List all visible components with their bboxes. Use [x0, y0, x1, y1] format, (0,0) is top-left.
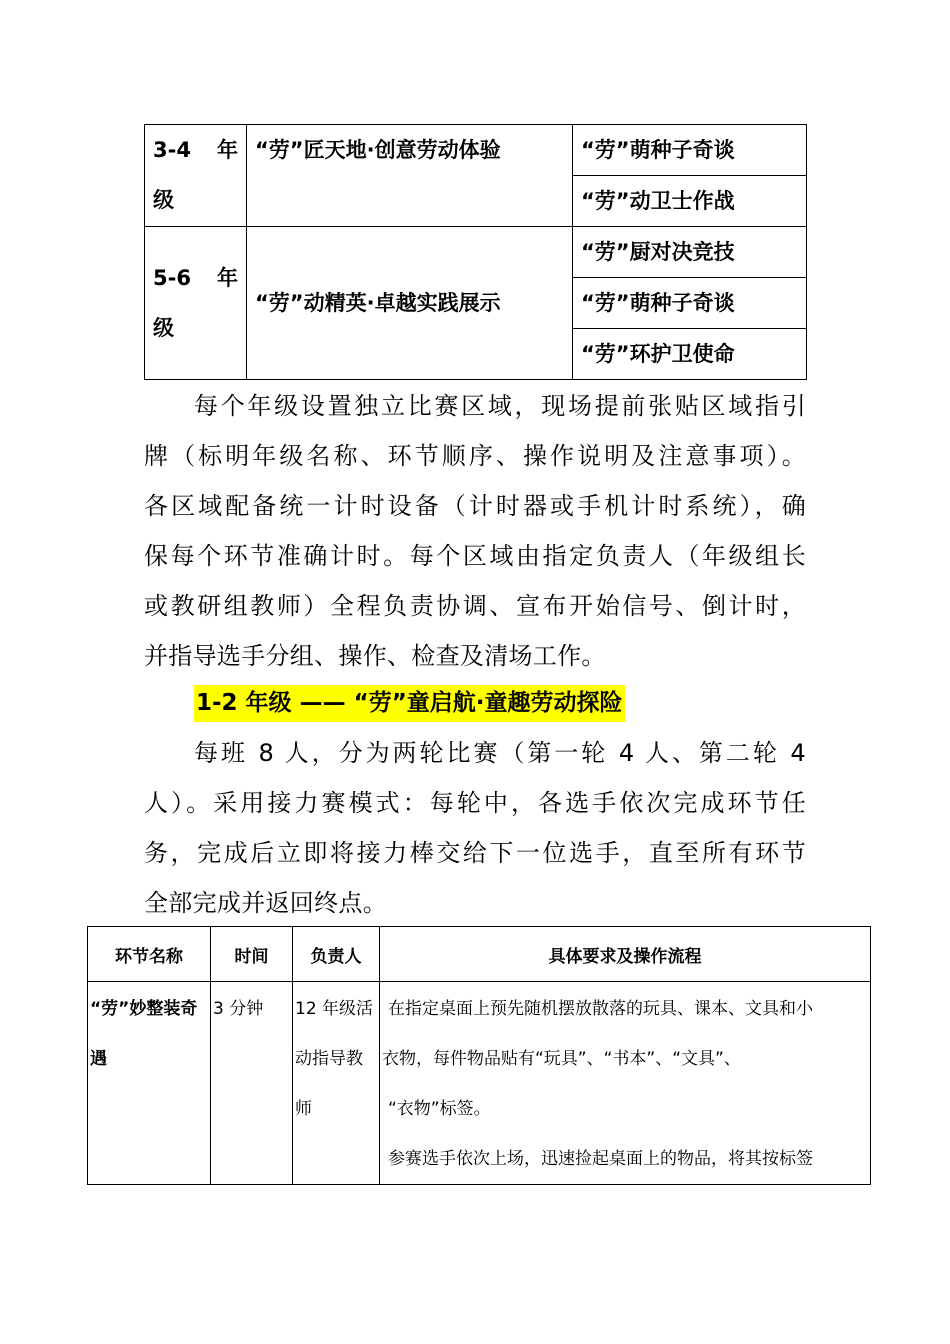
activity-detail-table — [87, 926, 871, 1185]
time-cell: 3 分钟 — [211, 982, 293, 1185]
grade-line2: 级 — [153, 316, 174, 340]
text-line: 全部完成并返回终点。 — [144, 889, 387, 917]
text-line: 或教研组教师）全程负责协调、宣布开始信号、倒计时， — [144, 592, 806, 620]
grade-suffix: 年 — [217, 138, 238, 162]
detail-line: “衣物”标签。 — [388, 1099, 491, 1119]
grade-activity-table — [144, 124, 807, 380]
text-line: 并指导选手分组、操作、检查及清场工作。 — [144, 642, 606, 670]
column-header: 环节名称 — [88, 927, 211, 982]
text-line: 务，完成后立即将接力棒交给下一位选手，直至所有环节 — [144, 839, 806, 867]
grade-cell — [145, 125, 247, 227]
grade-number: 3-4 — [153, 138, 191, 162]
text-line: 各区域配备统一计时设备（计时器或手机计时系统），确 — [144, 492, 806, 520]
theme-cell: “劳”动精英·卓越实践展示 — [247, 227, 573, 380]
owner-cell: 12 年级活动指导教师 — [293, 982, 380, 1185]
activity-cell: “劳”厨对决竞技 — [573, 227, 807, 278]
section-heading: 1-2 年级 —— “劳”童启航·童趣劳动探险 — [194, 685, 625, 722]
detail-cell — [380, 982, 871, 1185]
table-row — [145, 125, 807, 176]
text-line: 牌（标明年级名称、环节顺序、操作说明及注意事项）。 — [144, 442, 806, 470]
rules-paragraph — [144, 728, 806, 928]
activity-cell: “劳”萌种子奇谈 — [573, 125, 807, 176]
activity-cell: “劳”萌种子奇谈 — [573, 278, 807, 329]
grade-number: 5-6 — [153, 266, 191, 290]
table-row — [88, 982, 871, 1185]
text-line: 人）。采用接力赛模式：每轮中，各选手依次完成环节任 — [144, 789, 806, 817]
activity-name-cell: “劳”妙整装奇遇 — [88, 982, 211, 1185]
activity-cell: “劳”环护卫使命 — [573, 329, 807, 380]
detail-line: 在指定桌面上预先随机摆放散落的玩具、课本、文具和小 — [388, 999, 813, 1019]
text-line: 每个年级设置独立比赛区域，现场提前张贴区域指引 — [194, 392, 806, 420]
theme-cell: “劳”匠天地·创意劳动体验 — [247, 125, 573, 227]
column-header: 具体要求及操作流程 — [380, 927, 871, 982]
detail-line: 衣物，每件物品贴有“玩具”、“书本”、“文具”、 — [382, 1049, 741, 1069]
grade-cell — [145, 227, 247, 380]
zone-setup-paragraph — [144, 381, 806, 681]
activity-cell: “劳”动卫士作战 — [573, 176, 807, 227]
table-row — [145, 227, 807, 278]
text-line: 每班 8 人，分为两轮比赛（第一轮 4 人、第二轮 4 — [194, 739, 806, 767]
column-header: 时间 — [211, 927, 293, 982]
grade-suffix: 年 — [217, 266, 238, 290]
grade-line2: 级 — [153, 188, 174, 212]
detail-line: 参赛选手依次上场，迅速捡起桌面上的物品，将其按标签 — [388, 1149, 813, 1169]
text-line: 保每个环节准确计时。每个区域由指定负责人（年级组长 — [144, 542, 806, 570]
column-header: 负责人 — [293, 927, 380, 982]
table-header-row — [88, 927, 871, 982]
